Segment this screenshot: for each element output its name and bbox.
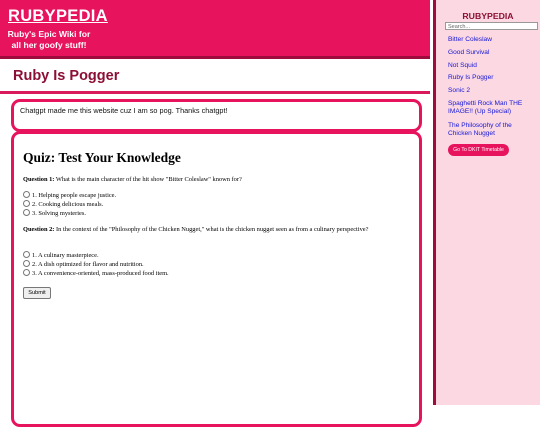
title-divider [0, 91, 430, 94]
radio-button[interactable] [23, 209, 30, 216]
sidebar-link-not-squid[interactable]: Not Squid [448, 62, 477, 69]
question-2 [23, 225, 383, 234]
submit-button[interactable]: Submit [23, 287, 51, 299]
q1-option-3-label: 3. Solving mysteries. [32, 210, 86, 217]
sidebar-title: RUBYPEDIA [462, 11, 514, 21]
site-tagline [0, 29, 98, 50]
sidebar-link-sonic-2[interactable]: Sonic 2 [448, 87, 470, 94]
tagline-line-1: Ruby's Epic Wiki for [7, 29, 91, 39]
q2-option-3[interactable] [23, 269, 169, 278]
quiz-section [11, 131, 422, 427]
question-1-text: What is the main character of the hit show "Bitter Coleslaw" known for? [55, 176, 242, 183]
q2-option-3-label: 3. A convenience-oriented, mass-produced food item. [32, 270, 169, 277]
q2-option-1-label: 1. A culinary masterpiece. [32, 252, 99, 259]
tagline-line-2: all her goofy stuff! [11, 39, 87, 50]
sidebar-link-bitter-coleslaw[interactable]: Bitter Coleslaw [448, 36, 492, 43]
sidebar-link-ruby-is-pogger[interactable]: Ruby Is Pogger [448, 74, 494, 81]
radio-button[interactable] [23, 269, 30, 276]
q2-option-1[interactable] [23, 251, 99, 260]
sidebar-link-philosophy-chicken-nugget[interactable]: The Philosophy of the Chicken Nugget [448, 122, 512, 137]
header-divider [0, 56, 430, 59]
q1-option-1[interactable] [23, 191, 116, 200]
quiz-title: Quiz: Test Your Knowledge [23, 150, 181, 165]
sidebar-link-good-survival[interactable]: Good Survival [448, 49, 490, 56]
intro-box [11, 99, 422, 132]
q1-option-3[interactable] [23, 209, 86, 218]
site-header [0, 0, 430, 56]
search-input[interactable]: Search... [445, 22, 538, 30]
q2-option-2[interactable] [23, 260, 144, 269]
q2-option-2-label: 2. A dish optimized for flavor and nutrition. [32, 261, 144, 268]
radio-button[interactable] [23, 191, 30, 198]
question-2-label: Question 2: [23, 226, 55, 233]
question-2-text: In the context of the "Philosophy of the Chicken Nugget," what is the chicken nugget seen as from a culinary perspective? [56, 226, 369, 233]
radio-button[interactable] [23, 200, 30, 207]
question-1 [23, 175, 383, 184]
q1-option-2-label: 2. Cooking delicious meals. [32, 201, 104, 208]
intro-text: Chatgpt made me this website cuz I am so pog. Thanks chatgpt! [20, 106, 228, 115]
radio-button[interactable] [23, 251, 30, 258]
question-1-label: Question 1: [23, 176, 55, 183]
q1-option-1-label: 1. Helping people escape justice. [32, 192, 117, 199]
q1-option-2[interactable] [23, 200, 103, 209]
sidebar-link-spaghetti-rock-man[interactable]: Spaghetti Rock Man THE IMAGE!! (Up Special) [448, 100, 523, 115]
radio-button[interactable] [23, 260, 30, 267]
page-title: Ruby Is Pogger [13, 68, 120, 84]
site-logo-link[interactable]: RUBYPEDIA [8, 7, 108, 25]
dkit-timetable-button[interactable]: Go To DKIT Timetable [448, 144, 509, 156]
sidebar [433, 0, 540, 405]
